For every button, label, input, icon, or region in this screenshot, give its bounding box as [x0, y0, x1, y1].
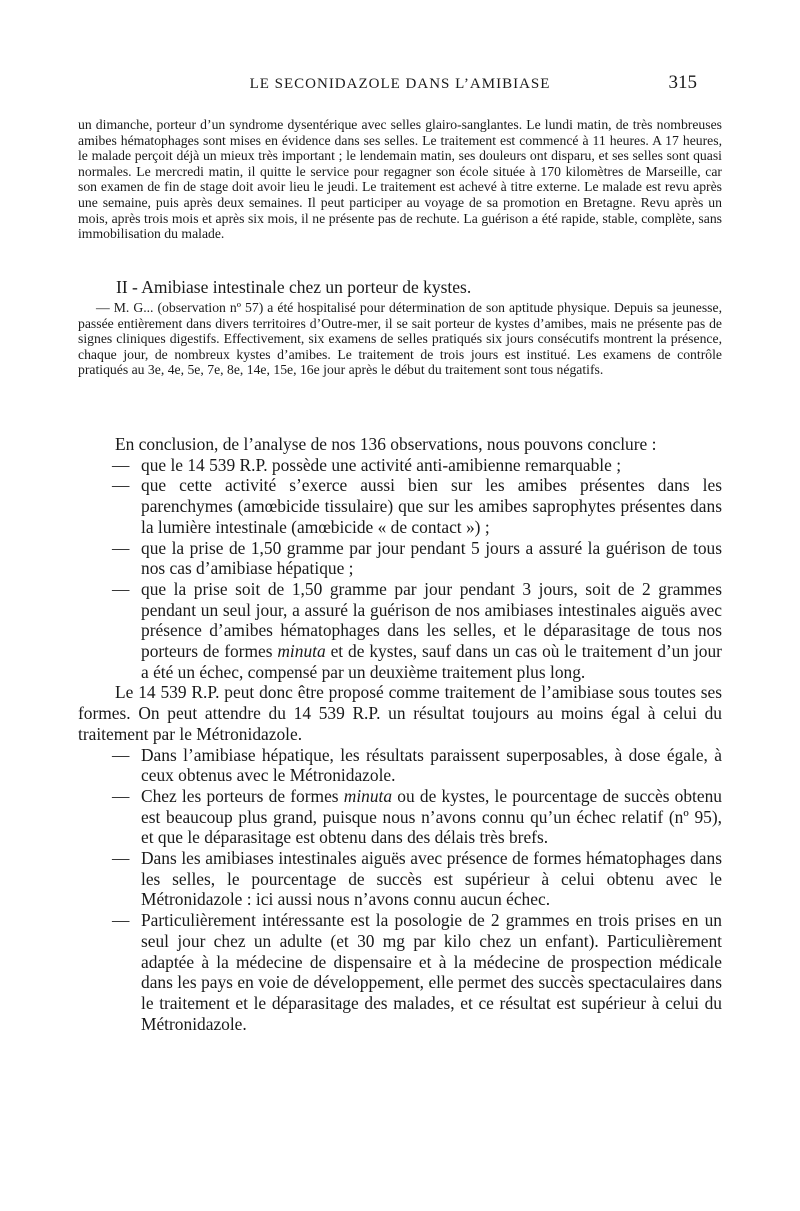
dash: — [112, 475, 130, 496]
running-title: LE SECONIDAZOLE DANS L’AMIBIASE [249, 76, 551, 92]
list-item-text: Chez les porteurs de formes [141, 785, 344, 806]
page-number: 315 [668, 72, 697, 93]
conclusion-list [78, 455, 722, 683]
list-item-text: Particulièrement intéressante est la posologie de 2 grammes en trois prises en un seul jour chez un adulte (et 30 mg par kilo chez un enfant). Particulièrement adaptée à la médecine de dispensaire et à la médecine de prospection médicale dans les pays en voie de développement, elle permet des succès spectaculaires dans le traitement et le déparasitage des malades, et ce résultat est supérieur à celui du Métronidazole. [141, 910, 722, 1034]
list-item [78, 910, 722, 1034]
list-item-text: et de kystes, sauf dans un cas où le traitement d’un jour a été un échec, compensé par un deuxième traitement plus long. [141, 641, 722, 682]
observation-paragraph: — M. G... (observation nº 57) a été hospitalisé pour détermination de son aptitude physique. Depuis sa jeunesse, passée entièrement dans divers territoires d’Outre-mer, il se sait porteur de kystes d’amibes, mais ne présente pas de signes cliniques digestifs. Effectivement, six examens de selles pratiqués six jours consécutifs montrent la présence, chaque jour, de nombreux kystes d’amibes. Le traitement de trois jours est institué. Les examens de contrôle pratiqués au 3e, 4e, 5e, 7e, 8e, 14e, 15e, 16e jour après le début du traitement sont tous négatifs. [78, 300, 722, 378]
list-item-text: que la prise de 1,50 gramme par jour pendant 5 jours a assuré la guérison de tous nos cas d’amibiase hépatique ; [141, 537, 722, 579]
dash: — [112, 537, 130, 558]
conclusion-intro: En conclusion, de l’analyse de nos 136 observations, nous pouvons conclure : [115, 434, 657, 454]
list-item [78, 455, 722, 476]
list-item-text: que cette activité s’exerce aussi bien sur les amibes présentes dans les parenchymes (amœbicide tissulaire) que sur les amibes saprophytes présentes dans la lumière intestinale (amœbicide « de contact ») ; [141, 475, 722, 537]
dash: — [112, 744, 130, 765]
list-item-text: que la prise soit de 1,50 gramme par jour pendant 3 jours, soit de 2 grammes pendant un seul jour, a assuré la guérison de nos amibiases intestinales aiguës avec présence d’amibes hématophages dans les selles, et le déparasitage de tous nos porteurs de formes [141, 578, 722, 662]
list-item-text: ou de kystes, le pourcentage de succès obtenu est beaucoup plus grand, puisque nous n’avons connu qu’un échec relatif (nº 95), et que le déparasitage est obtenu dans des délais très brefs. [141, 785, 722, 848]
proposal-list [78, 745, 722, 1035]
list-item [78, 475, 722, 537]
dash: — [112, 785, 130, 806]
italic-term: minuta [277, 641, 326, 662]
dash: — [112, 578, 130, 599]
list-item [78, 579, 722, 683]
list-item-text: Dans les amibiases intestinales aiguës avec présence de formes hématophages dans les selles, le pourcentage de succès est supérieur à celui obtenu avec le Métronidazole : ici aussi nous n’avons connu aucun échec. [141, 848, 722, 910]
list-item [78, 786, 722, 848]
italic-term: minuta [343, 785, 393, 806]
list-item-text: Dans l’amibiase hépatique, les résultats paraissent superposables, à dose égale, à ceux obtenus avec le Métronidazole. [141, 744, 722, 786]
case-report-block [78, 117, 722, 242]
case-paragraph: un dimanche, porteur d’un syndrome dysentérique avec selles glairo-sanglantes. Le lundi matin, de très nombreuses amibes hématophages sont mises en évidence dans ses selles. Le traitement est commencé à 11 heures. A 17 heures, le malade perçoit déjà un mieux très important ; le lendemain matin, ses douleurs ont disparu, et ses selles sont quasi normales. Le mercredi matin, il quitte le service pour regagner son école située à 170 kilomètres de Marseille, car son examen de fin de stage doit avoir lieu le jeudi. Le traitement est achevé à titre externe. Le malade est revu après une semaine, puis après deux semaines. Il peut participer au voyage de sa promotion en Bretagne. Revu après un mois, après trois mois et après six mois, il ne présente pas de rechute. La guérison a été rapide, stable, complète, sans immobilisation du malade. [78, 117, 722, 242]
dash: — [112, 454, 130, 475]
proposal-paragraph: Le 14 539 R.P. peut donc être proposé comme traitement de l’amibiase sous toutes ses formes. On peut attendre du 14 539 R.P. un résultat toujours au moins égal à celui du traitement par le Métronidazole. [78, 682, 722, 744]
list-item [78, 538, 722, 579]
dash: — [112, 910, 130, 931]
list-item [78, 745, 722, 786]
section-heading: II - Amibiase intestinale chez un porteur de kystes. [116, 277, 472, 297]
conclusion-block [78, 434, 722, 1034]
dash: — [112, 848, 130, 869]
list-item-text: que le 14 539 R.P. possède une activité anti-amibienne remarquable ; [141, 454, 622, 475]
page-header [0, 72, 800, 98]
list-item [78, 848, 722, 910]
section-block [78, 300, 722, 378]
